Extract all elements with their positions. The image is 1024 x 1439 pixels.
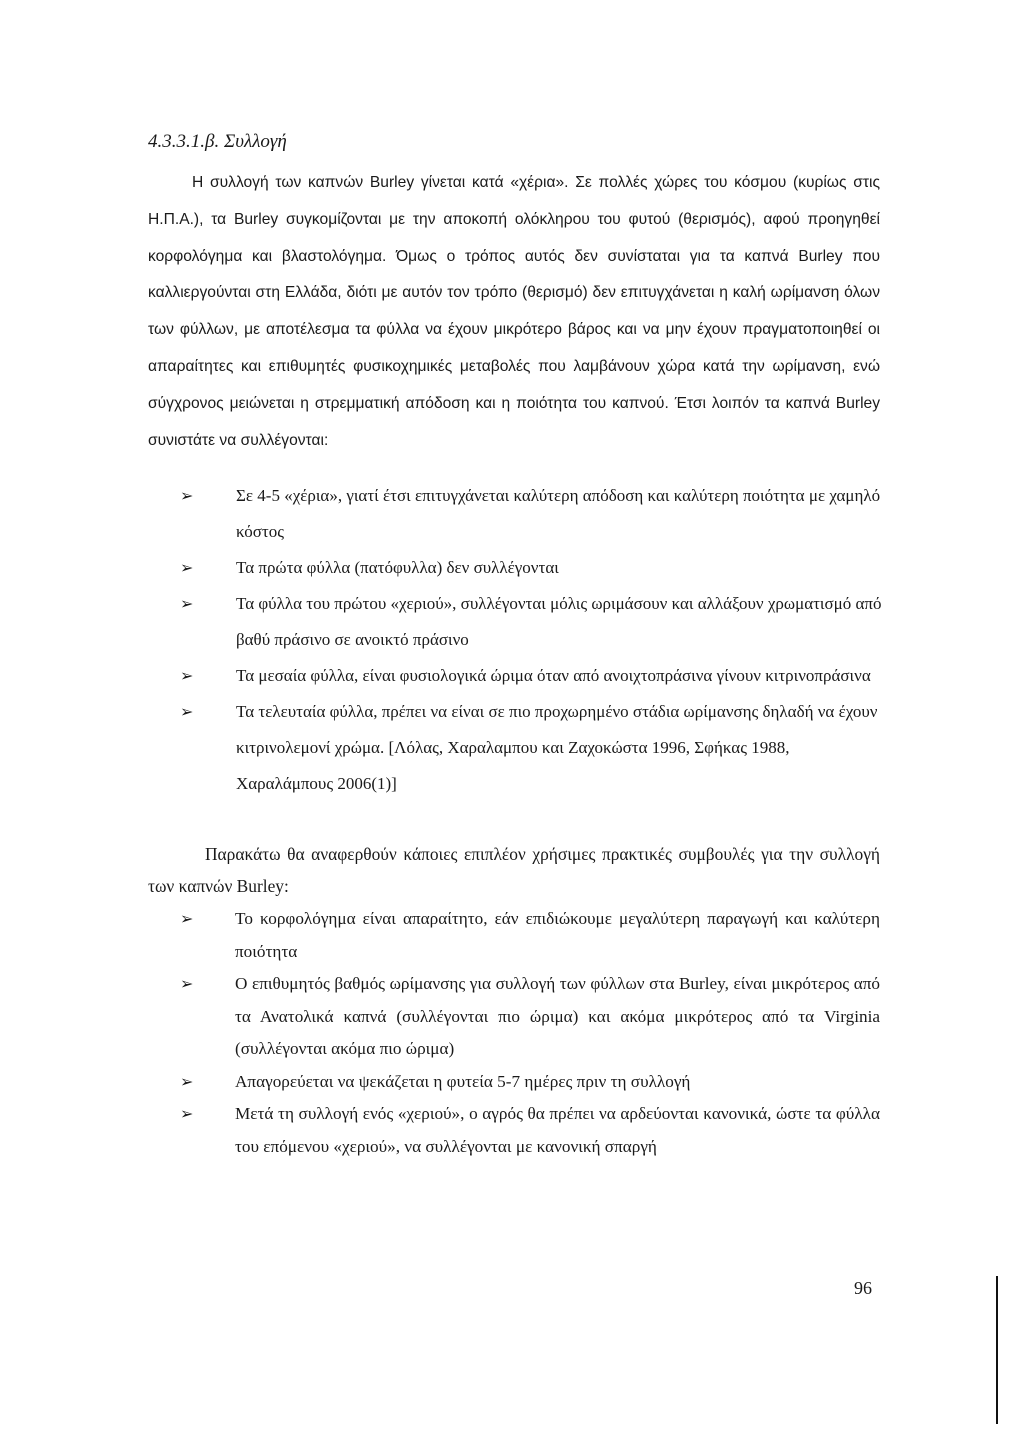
list-item: ➢ Τα πρώτα φύλλα (πατόφυλλα) δεν συλλέγονται [180, 550, 890, 586]
list-item: ➢ Τα τελευταία φύλλα, πρέπει να είναι σε πιο προχωρημένο στάδια ωρίμανσης δηλαδή να έχουν κιτρινολεμονί χρώμα. [Λόλας, Χαραλαμπου και Ζαχοκώστα 1996, Σφήκας 1988, Χαραλάμπους 2006(1)] [180, 694, 890, 802]
margin-rule [996, 1276, 998, 1424]
arrowhead-bullet-icon: ➢ [180, 1071, 194, 1091]
arrowhead-bullet-icon: ➢ [180, 909, 194, 928]
arrowhead-bullet-icon: ➢ [180, 558, 194, 577]
arrowhead-bullet-icon: ➢ [180, 594, 194, 613]
list-item: ➢ Τα φύλλα του πρώτου «χεριού», συλλέγονται μόλις ωριμάσουν και αλλάξουν χρωματισμό από βαθύ πράσινο σε ανοικτό πράσινο [180, 586, 890, 658]
harvest-steps-list [180, 478, 890, 802]
list-item: ➢ Απαγορεύεται να ψεκάζεται η φυτεία 5-7 ημέρες πριν τη συλλογή [180, 1066, 880, 1099]
arrowhead-bullet-icon: ➢ [180, 666, 194, 685]
list-item: ➢ Τα μεσαία φύλλα, είναι φυσιολογικά ώριμα όταν από ανοιχτοπράσινα γίνουν κιτρινοπράσινα [180, 658, 890, 694]
section-heading: 4.3.3.1.β. Συλλογή [148, 131, 287, 152]
page-number: 96 [854, 1278, 872, 1298]
list-item: ➢ Ο επιθυμητός βαθμός ωρίμανσης για συλλογή των φύλλων στα Burley, είναι μικρότερος από τα Ανατολικά καπνά (συλλέγονται πιο ώριμα) και ακόμα μικρότερος από τα Virginia (συλλέγονται ακόμα πιο ώριμα) [180, 968, 880, 1066]
advice-list [180, 903, 880, 1163]
arrowhead-bullet-icon: ➢ [180, 974, 194, 993]
list-item: ➢ Σε 4-5 «χέρια», γιατί έτσι επιτυγχάνεται καλύτερη απόδοση και καλύτερη ποιότητα με χαμηλό κόστος [180, 478, 890, 550]
advice-paragraph: Παρακάτω θα αναφερθούν κάποιες επιπλέον χρήσιμες πρακτικές συμβουλές για την συλλογή των καπνών Burley: [148, 844, 880, 896]
arrowhead-bullet-icon: ➢ [180, 486, 194, 505]
list-item: ➢ Μετά τη συλλογή ενός «χεριού», ο αγρός θα πρέπει να αρδεύονται κανονικά, ώστε τα φύλλα του επόμενου «χεριού», να συλλέγονται με κανονική σπαργή [180, 1098, 880, 1163]
list-item: ➢ Το κορφολόγημα είναι απαραίτητο, εάν επιδιώκουμε μεγαλύτερη παραγωγή και καλύτερη ποιότητα [180, 903, 880, 968]
arrowhead-bullet-icon: ➢ [180, 1104, 194, 1123]
intro-paragraph: Η συλλογή των καπνών Burley γίνεται κατά «χέρια». Σε πολλές χώρες του κόσμου (κυρίως στις Η.Π.Α.), τα Burley συγκομίζονται με την αποκοπή ολόκληρου του φυτού (θερισμός), αφού προηγηθεί κορφολόγημα και βλαστολόγημα. Όμως ο τρόπος αυτός δεν συνίσταται για τα καπνά Burley που καλλιεργούνται στη Ελλάδα, διότι με αυτόν τον τρόπο (θερισμό) δεν επιτυγχάνεται η καλή ωρίμανση όλων των φύλλων, με αποτέλεσμα τα φύλλα να έχουν μικρότερο βάρος και να μην έχουν πραγματοποιηθεί οι απαραίτητες και επιθυμητές φυσικοχημικές μεταβολές που λαμβάνουν χώρα κατά την ωρίμανση, ενώ σύγχρονος μειώνεται η στρεμματική απόδοση και η ποιότητα του καπνού. Έτσι λοιπόν τα καπνά Burley συνιστάτε να συλλέγονται: [148, 174, 880, 449]
arrowhead-bullet-icon: ➢ [180, 702, 194, 721]
